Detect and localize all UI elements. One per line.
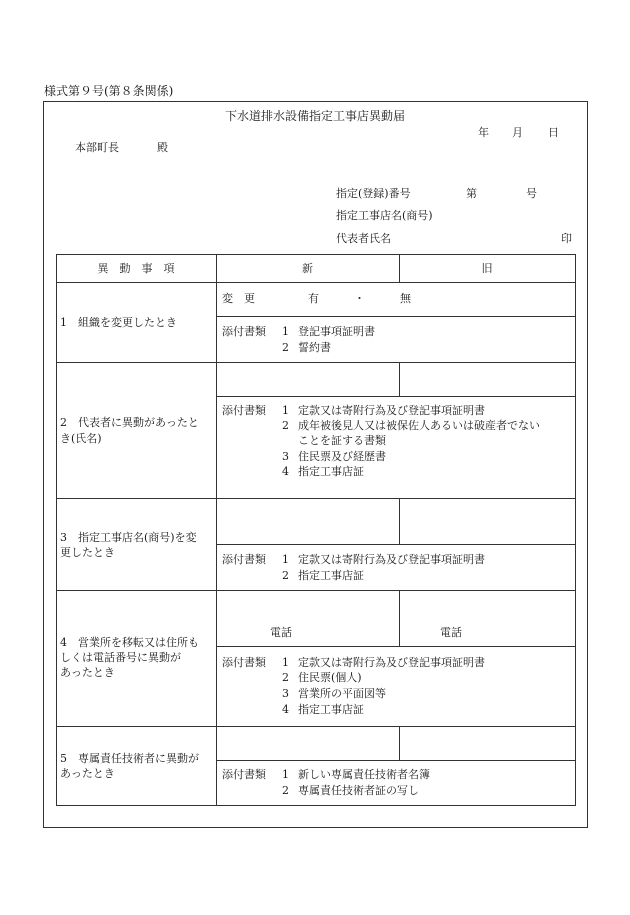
row2-doc1-num: 1	[282, 404, 289, 417]
row1-doc2-text: 誓約書	[298, 341, 331, 354]
date-month: 月	[512, 126, 523, 139]
row2-doc2-num: 2	[282, 419, 289, 432]
row5-num: 5	[60, 752, 67, 765]
row5-label-line2: あったとき	[60, 767, 115, 780]
row3-label-line1: 指定工事店名(商号)を変	[78, 531, 197, 544]
row4-doc4-num: 4	[282, 703, 289, 716]
row4-attach-label: 添付書類	[222, 656, 266, 669]
row2-num: 2	[60, 416, 67, 429]
row2-doc4-num: 4	[282, 465, 289, 478]
row2-doc2-text-line1: 成年被後見人又は被保佐人あるいは破産者でない	[298, 419, 540, 432]
row3-doc2-text: 指定工事店証	[298, 569, 364, 582]
row2-doc2-text-line2: ことを証する書類	[298, 434, 386, 447]
form-number: 様式第９号(第８条関係)	[44, 84, 174, 98]
row2-doc3-text: 住民票及び経歴書	[298, 450, 386, 463]
row4-doc1-num: 1	[282, 656, 289, 669]
row5-label-line1: 専属責任技術者に異動が	[78, 752, 199, 765]
row4-doc1-text: 定款又は寄附行為及び登記事項証明書	[298, 656, 485, 669]
row1-change-yes: 有	[308, 292, 319, 305]
row3-attach-label: 添付書類	[222, 553, 266, 566]
header-old: 旧	[481, 262, 493, 275]
row1-change-dot: ・	[354, 292, 365, 305]
designation-go: 号	[526, 187, 537, 200]
row4-doc3-text: 営業所の平面図等	[298, 687, 386, 700]
addressee-honorific: 殿	[157, 141, 168, 154]
row4-doc4-text: 指定工事店証	[298, 703, 364, 716]
row4-label-line3: あったとき	[60, 666, 115, 679]
row5-doc2-text: 専属責任技術者証の写し	[298, 784, 419, 797]
row5-doc1-text: 新しい専属責任技術者名簿	[298, 768, 430, 781]
row3-label-line2: 更したとき	[60, 546, 115, 559]
shop-name-label: 指定工事店名(商号)	[336, 209, 433, 222]
header-new: 新	[302, 262, 313, 275]
designation-dai: 第	[466, 187, 477, 200]
row1-doc2-num: 2	[282, 341, 289, 354]
date-day: 日	[548, 126, 559, 139]
row1-doc1-num: 1	[282, 325, 289, 338]
row4-label-line2: しくは電話番号に異動が	[60, 651, 181, 664]
row1-doc1-text: 登記事項証明書	[298, 325, 375, 338]
designation-label: 指定(登録)番号	[336, 187, 411, 200]
date-year: 年	[478, 126, 489, 139]
header-item: 異 動 事 項	[97, 262, 175, 275]
row3-doc1-text: 定款又は寄附行為及び登記事項証明書	[298, 553, 485, 566]
row4-doc2-text: 住民票(個人)	[298, 671, 362, 684]
row4-phone-new: 電話	[270, 626, 292, 639]
row2-doc1-text: 定款又は寄附行為及び登記事項証明書	[298, 404, 485, 417]
row1-num: 1	[60, 316, 67, 329]
row4-doc3-num: 3	[282, 687, 289, 700]
row1-label: 組織を変更したとき	[78, 316, 177, 329]
form-title: 下水道排水設備指定工事店異動届	[224, 109, 405, 123]
row2-attach-label: 添付書類	[222, 404, 266, 417]
row3-doc1-num: 1	[282, 553, 289, 566]
row3-num: 3	[60, 531, 67, 544]
row2-label-line2: き(氏名)	[60, 432, 102, 445]
row1-change-no: 無	[400, 292, 411, 305]
row1-change-label: 変 更	[222, 292, 255, 305]
row4-label-line1: 営業所を移転又は住所も	[78, 636, 199, 649]
row2-doc3-num: 3	[282, 450, 289, 463]
seal-mark: 印	[561, 232, 572, 245]
row2-label-line1: 代表者に異動があったと	[78, 416, 199, 429]
row5-doc2-num: 2	[282, 784, 289, 797]
row5-attach-label: 添付書類	[222, 768, 266, 781]
row4-num: 4	[60, 636, 67, 649]
row4-phone-old: 電話	[440, 626, 462, 639]
addressee-name: 本部町長	[75, 141, 119, 154]
row3-doc2-num: 2	[282, 569, 289, 582]
row2-doc4-text: 指定工事店証	[298, 465, 364, 478]
row1-attach-label: 添付書類	[222, 325, 266, 338]
row5-doc1-num: 1	[282, 768, 289, 781]
row4-doc2-num: 2	[282, 671, 289, 684]
representative-label: 代表者氏名	[336, 232, 391, 245]
